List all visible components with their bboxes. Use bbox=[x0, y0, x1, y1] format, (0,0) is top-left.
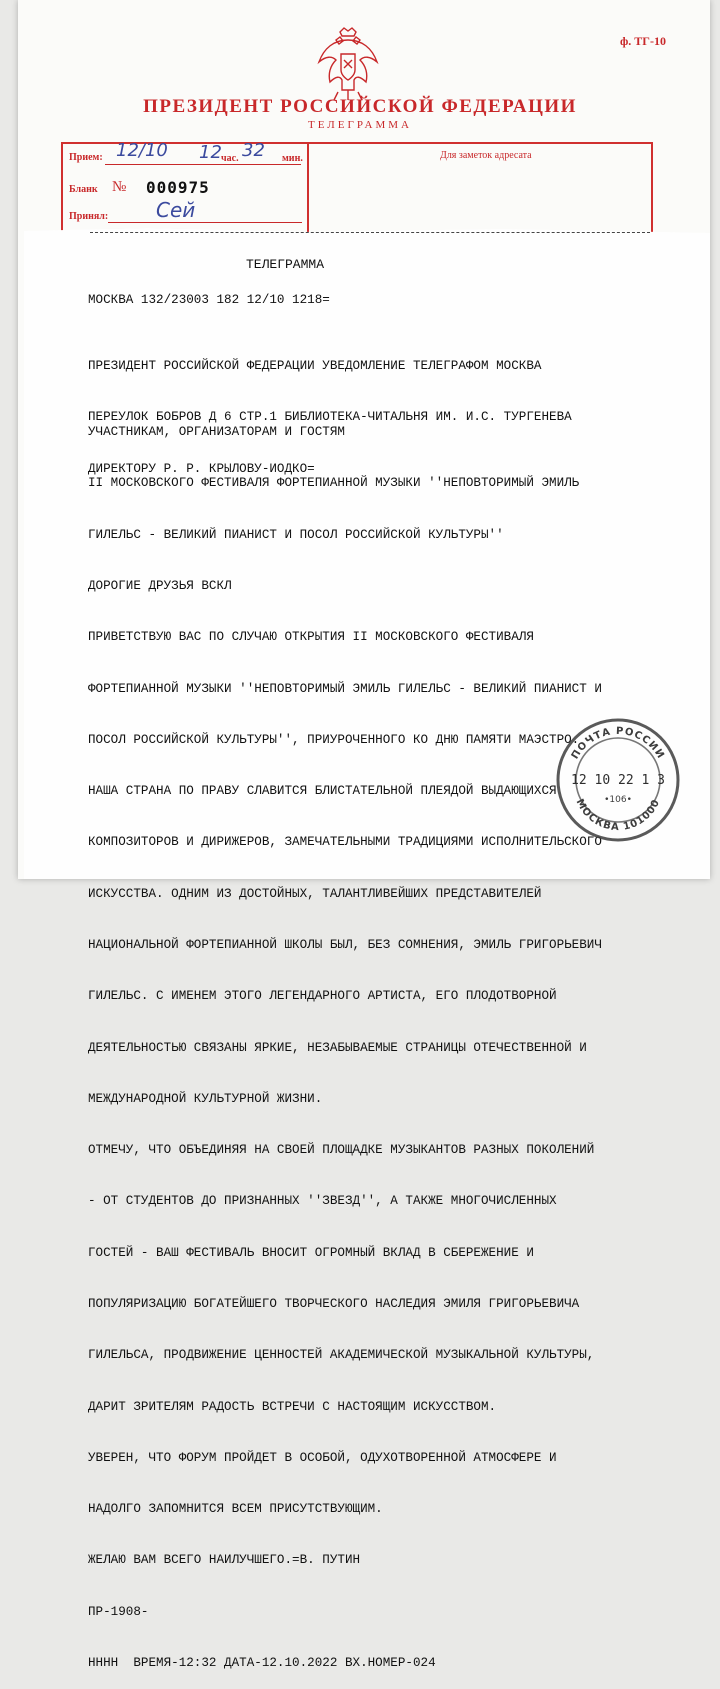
body-line: ПОСОЛ РОССИЙСКОЙ КУЛЬТУРЫ'', ПРИУРОЧЕННОГО КО ДНЮ ПАМЯТИ МАЭСТРО. bbox=[88, 732, 580, 747]
received-label: Прием: bbox=[69, 152, 103, 163]
body-line: ГОСТЕЙ - ВАШ ФЕСТИВАЛЬ ВНОСИТ ОГРОМНЫЙ ВКЛАД В СБЕРЕЖЕНИЕ И bbox=[88, 1245, 534, 1260]
body-line: ОТМЕЧУ, ЧТО ОБЪЕДИНЯЯ НА СВОЕЙ ПЛОЩАДКЕ МУЗЫКАНТОВ РАЗНЫХ ПОКОЛЕНИЙ bbox=[88, 1143, 595, 1158]
received-minutes: 32 bbox=[242, 140, 265, 161]
body-line: ПР-1908- bbox=[88, 1604, 149, 1619]
stamp-bottom-text: МОСКВА 101000 bbox=[573, 797, 663, 834]
hour-label: час. bbox=[221, 153, 239, 164]
blank-label: Бланк bbox=[69, 184, 98, 195]
accepted-signature: Сей bbox=[156, 198, 196, 222]
minutes-label: мин. bbox=[282, 153, 303, 164]
body-line: НННН ВРЕМЯ-12:32 ДАТА-12.10.2022 ВХ.НОМЕР-024 bbox=[88, 1655, 436, 1670]
message-body bbox=[88, 390, 602, 1689]
body-line: УВЕРЕН, ЧТО ФОРУМ ПРОЙДЕТ В ОСОБОЙ, ОДУХОТВОРЕННОЙ АТМОСФЕРЕ И bbox=[88, 1450, 557, 1465]
stamp-date: 12 10 22 1 3 bbox=[571, 773, 665, 788]
telegram-heading: ТЕЛЕГРАММА bbox=[246, 257, 325, 272]
accepted-label: Принял: bbox=[69, 211, 109, 222]
number-sign: № bbox=[112, 179, 127, 195]
body-line: КОМПОЗИТОРОВ И ДИРИЖЕРОВ, ЗАМЕЧАТЕЛЬНЫМИ ТРАДИЦИЯМИ ИСПОЛНИТЕЛЬСКОГО bbox=[88, 835, 602, 850]
body-line: - ОТ СТУДЕНТОВ ДО ПРИЗНАННЫХ ''ЗВЕЗД'', А ТАКЖЕ МНОГОЧИСЛЕННЫХ bbox=[88, 1194, 557, 1209]
origin-line: МОСКВА 132/23003 182 12/10 1218= bbox=[88, 293, 330, 307]
accepted-underline bbox=[108, 222, 302, 223]
body-line: ДОРОГИЕ ДРУЗЬЯ ВСКЛ bbox=[88, 579, 232, 594]
body-line: МЕЖДУНАРОДНОЙ КУЛЬТУРНОЙ ЖИЗНИ. bbox=[88, 1091, 323, 1106]
body-line: ЖЕЛАЮ ВАМ ВСЕГО НАИЛУЧШЕГО.=В. ПУТИН bbox=[88, 1553, 361, 1568]
notes-label: Для заметок адресата bbox=[440, 150, 532, 161]
header-subtitle: ТЕЛЕГРАММА bbox=[308, 119, 412, 131]
body-line: ПРИВЕТСТВУЮ ВАС ПО СЛУЧАЮ ОТКРЫТИЯ II МОСКОВСКОГО ФЕСТИВАЛЯ bbox=[88, 630, 534, 645]
address-line: ПРЕЗИДЕНТ РОССИЙСКОЙ ФЕДЕРАЦИИ УВЕДОМЛЕНИЕ ТЕЛЕГРАФОМ МОСКВА bbox=[88, 359, 542, 374]
body-line: НАЦИОНАЛЬНОЙ ФОРТЕПИАННОЙ ШКОЛЫ БЫЛ, БЕЗ СОМНЕНИЯ, ЭМИЛЬ ГРИГОРЬЕВИЧ bbox=[88, 938, 602, 952]
stamp-top-text: ПОЧТА РОССИИ bbox=[569, 725, 667, 762]
body-line: ФОРТЕПИАННОЙ МУЗЫКИ ''НЕПОВТОРИМЫЙ ЭМИЛЬ ГИЛЕЛЬС - ВЕЛИКИЙ ПИАНИСТ И bbox=[88, 681, 602, 696]
stamp-code: •106• bbox=[604, 795, 632, 805]
body-line: II МОСКОВСКОГО ФЕСТИВАЛЯ ФОРТЕПИАННОЙ МУЗЫКИ ''НЕПОВТОРИМЫЙ ЭМИЛЬ bbox=[88, 476, 580, 491]
form-divider bbox=[307, 144, 309, 232]
received-date: 12/10 bbox=[116, 140, 168, 161]
body-line: ИСКУССТВА. ОДНИМ ИЗ ДОСТОЙНЫХ, ТАЛАНТЛИВЕЙШИХ ПРЕДСТАВИТЕЛЕЙ bbox=[88, 886, 542, 901]
received-hour: 12 bbox=[199, 142, 222, 163]
address-line: ДИРЕКТОРУ Р. Р. КРЫЛОВУ-ИОДКО= bbox=[88, 461, 315, 476]
body-line: ДАРИТ ЗРИТЕЛЯМ РАДОСТЬ ВСТРЕЧИ С НАСТОЯЩИМ ИСКУССТВОМ. bbox=[88, 1399, 497, 1414]
body-line: ДЕЯТЕЛЬНОСТЬЮ СВЯЗАНЫ ЯРКИЕ, НЕЗАБЫВАЕМЫЕ СТРАНИЦЫ ОТЕЧЕСТВЕННОЙ И bbox=[88, 1040, 587, 1055]
blank-number: 000975 bbox=[146, 178, 210, 197]
received-underline bbox=[105, 164, 301, 165]
body-line: ГИЛЕЛЬС. С ИМЕНЕМ ЭТОГО ЛЕГЕНДАРНОГО АРТИСТА, ЕГО ПЛОДОТВОРНОЙ bbox=[88, 989, 557, 1004]
body-line: УЧАСТНИКАМ, ОРГАНИЗАТОРАМ И ГОСТЯМ bbox=[88, 425, 345, 440]
coat-of-arms-emblem bbox=[316, 26, 380, 102]
header-title: ПРЕЗИДЕНТ РОССИЙСКОЙ ФЕДЕРАЦИИ bbox=[143, 96, 577, 117]
address-line: ПЕРЕУЛОК БОБРОВ Д 6 СТР.1 БИБЛИОТЕКА-ЧИТАЛЬНЯ ИМ. И.С. ТУРГЕНЕВА bbox=[88, 410, 572, 425]
body-line: НАДОЛГО ЗАПОМНИТСЯ ВСЕМ ПРИСУТСТВУЮЩИМ. bbox=[88, 1502, 383, 1517]
body-line: ГИЛЕЛЬСА, ПРОДВИЖЕНИЕ ЦЕННОСТЕЙ АКАДЕМИЧЕСКОЙ МУЗЫКАЛЬНОЙ КУЛЬТУРЫ, bbox=[88, 1348, 595, 1363]
tape-perforation bbox=[90, 232, 650, 233]
body-line: ПОПУЛЯРИЗАЦИЮ БОГАТЕЙШЕГО ТВОРЧЕСКОГО НАСЛЕДИЯ ЭМИЛЯ ГРИГОРЬЕВИЧА bbox=[88, 1296, 580, 1311]
postal-stamp bbox=[554, 716, 682, 844]
body-line: ГИЛЕЛЬС - ВЕЛИКИЙ ПИАНИСТ И ПОСОЛ РОССИЙСКОЙ КУЛЬТУРЫ'' bbox=[88, 527, 504, 542]
form-code: ф. ТГ-10 bbox=[620, 34, 666, 48]
body-line: НАША СТРАНА ПО ПРАВУ СЛАВИТСЯ БЛИСТАТЕЛЬНОЙ ПЛЕЯДОЙ ВЫДАЮЩИХСЯ bbox=[88, 784, 557, 799]
